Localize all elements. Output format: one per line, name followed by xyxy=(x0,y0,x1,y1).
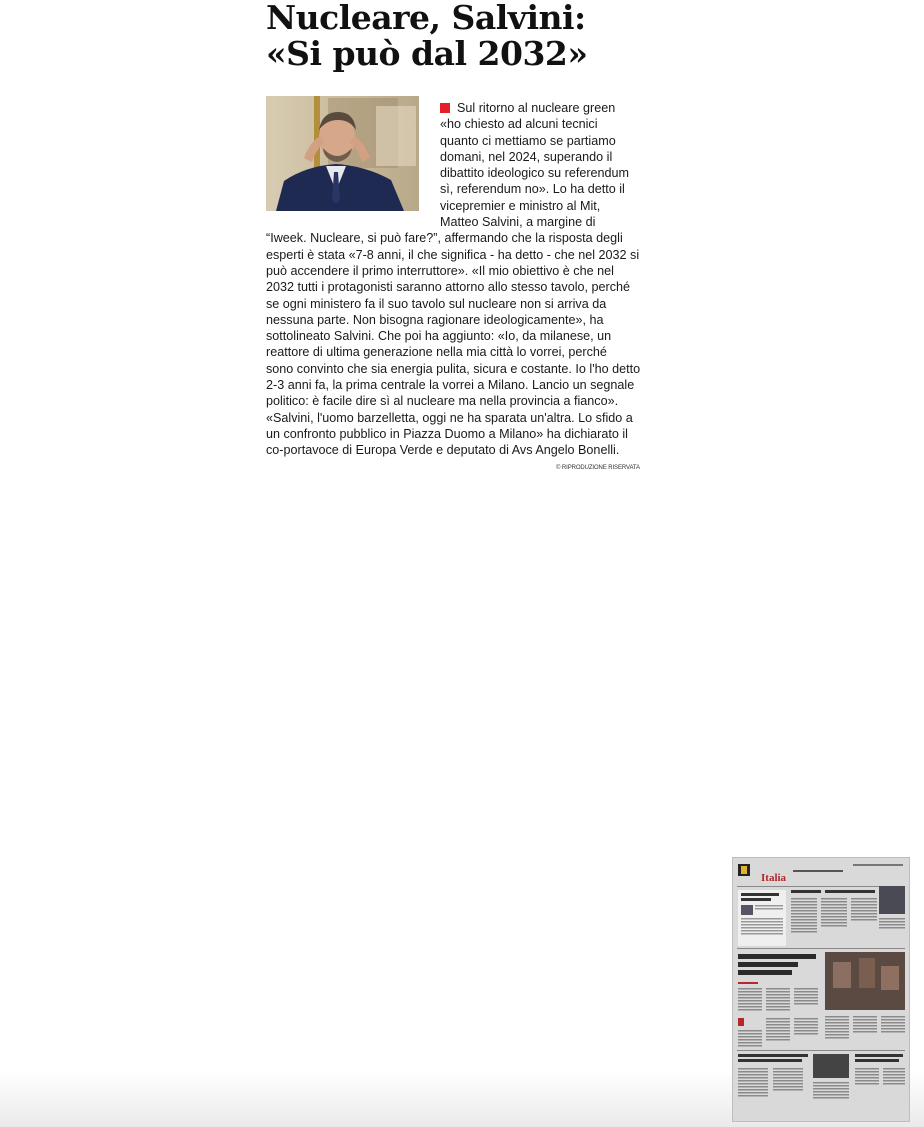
body-line: sì, referendum no». Lo ha detto il xyxy=(440,182,625,197)
body-line: sottolineato Salvini. Che poi ha aggiunto: «Io, da milanese, un xyxy=(266,329,612,344)
body-line: politico: è facile dire sì al nucleare ma nella provincia a fianco». xyxy=(266,394,619,409)
newspaper-page-thumbnail-icon[interactable] xyxy=(732,857,910,1122)
body-line xyxy=(266,100,640,116)
body-line: vicepremier e ministro al Mit, xyxy=(440,198,601,213)
thumbnail-section-label: Italia xyxy=(761,872,787,884)
body-line: un confronto pubblico in Piazza Duomo a Milano» ha dichiarato il xyxy=(266,426,628,441)
body-line: domani, nel 2024, superando il xyxy=(440,149,613,164)
body-line: Matteo Salvini, a margine di xyxy=(440,215,596,230)
body-line: «ho chiesto ad alcuni tecnici xyxy=(440,117,598,132)
body-line: co-portavoce di Europa Verde e deputato di Avs Angelo Bonelli. xyxy=(266,443,620,458)
body-line: dibattito ideologico su referendum xyxy=(440,166,630,181)
body-line: sono convinto che sia energia pulita, sicura e costante. Io l'ho detto xyxy=(266,361,641,376)
section-marker-icon xyxy=(440,103,450,113)
body-line: nessuna parte. Non bisogna ragionare ideologicamente», ha xyxy=(266,312,604,327)
body-line: “Iweek. Nucleare, si può fare?”, affermando che la risposta degli xyxy=(266,231,623,246)
copyright-notice: © RIPRODUZIONE RISERVATA xyxy=(556,465,640,471)
article-body xyxy=(266,100,640,459)
body-line: se ogni ministero fa il suo tavolo sul nucleare non si arriva da xyxy=(266,296,607,311)
headline-line-1: Nucleare, Salvini: xyxy=(266,0,586,37)
body-line: 2032 tutti i protagonisti saranno attorno allo stesso tavolo, perché xyxy=(266,280,631,295)
body-line: può accendere il primo interruttore». «Il mio obiettivo è che nel xyxy=(266,263,614,278)
body-line: «Salvini, l'uomo barzelletta, oggi ne ha sparata un'altra. Lo sfido a xyxy=(266,410,633,425)
body-line: 2-3 anni fa, la prima centrale la vorrei a Milano. Lancio un segnale xyxy=(266,378,635,393)
body-line: quanto ci mettiamo se partiamo xyxy=(440,133,616,148)
body-line-text: Sul ritorno al nucleare green xyxy=(457,101,616,115)
article-headline xyxy=(266,0,666,72)
body-line: esperti è stata «7-8 anni, il che significa - ha detto - che nel 2032 si xyxy=(266,247,640,262)
body-line: reattore di ultima generazione nella mia città lo vorrei, perché xyxy=(266,345,607,360)
headline-line-2: «Si può dal 2032» xyxy=(266,34,588,73)
